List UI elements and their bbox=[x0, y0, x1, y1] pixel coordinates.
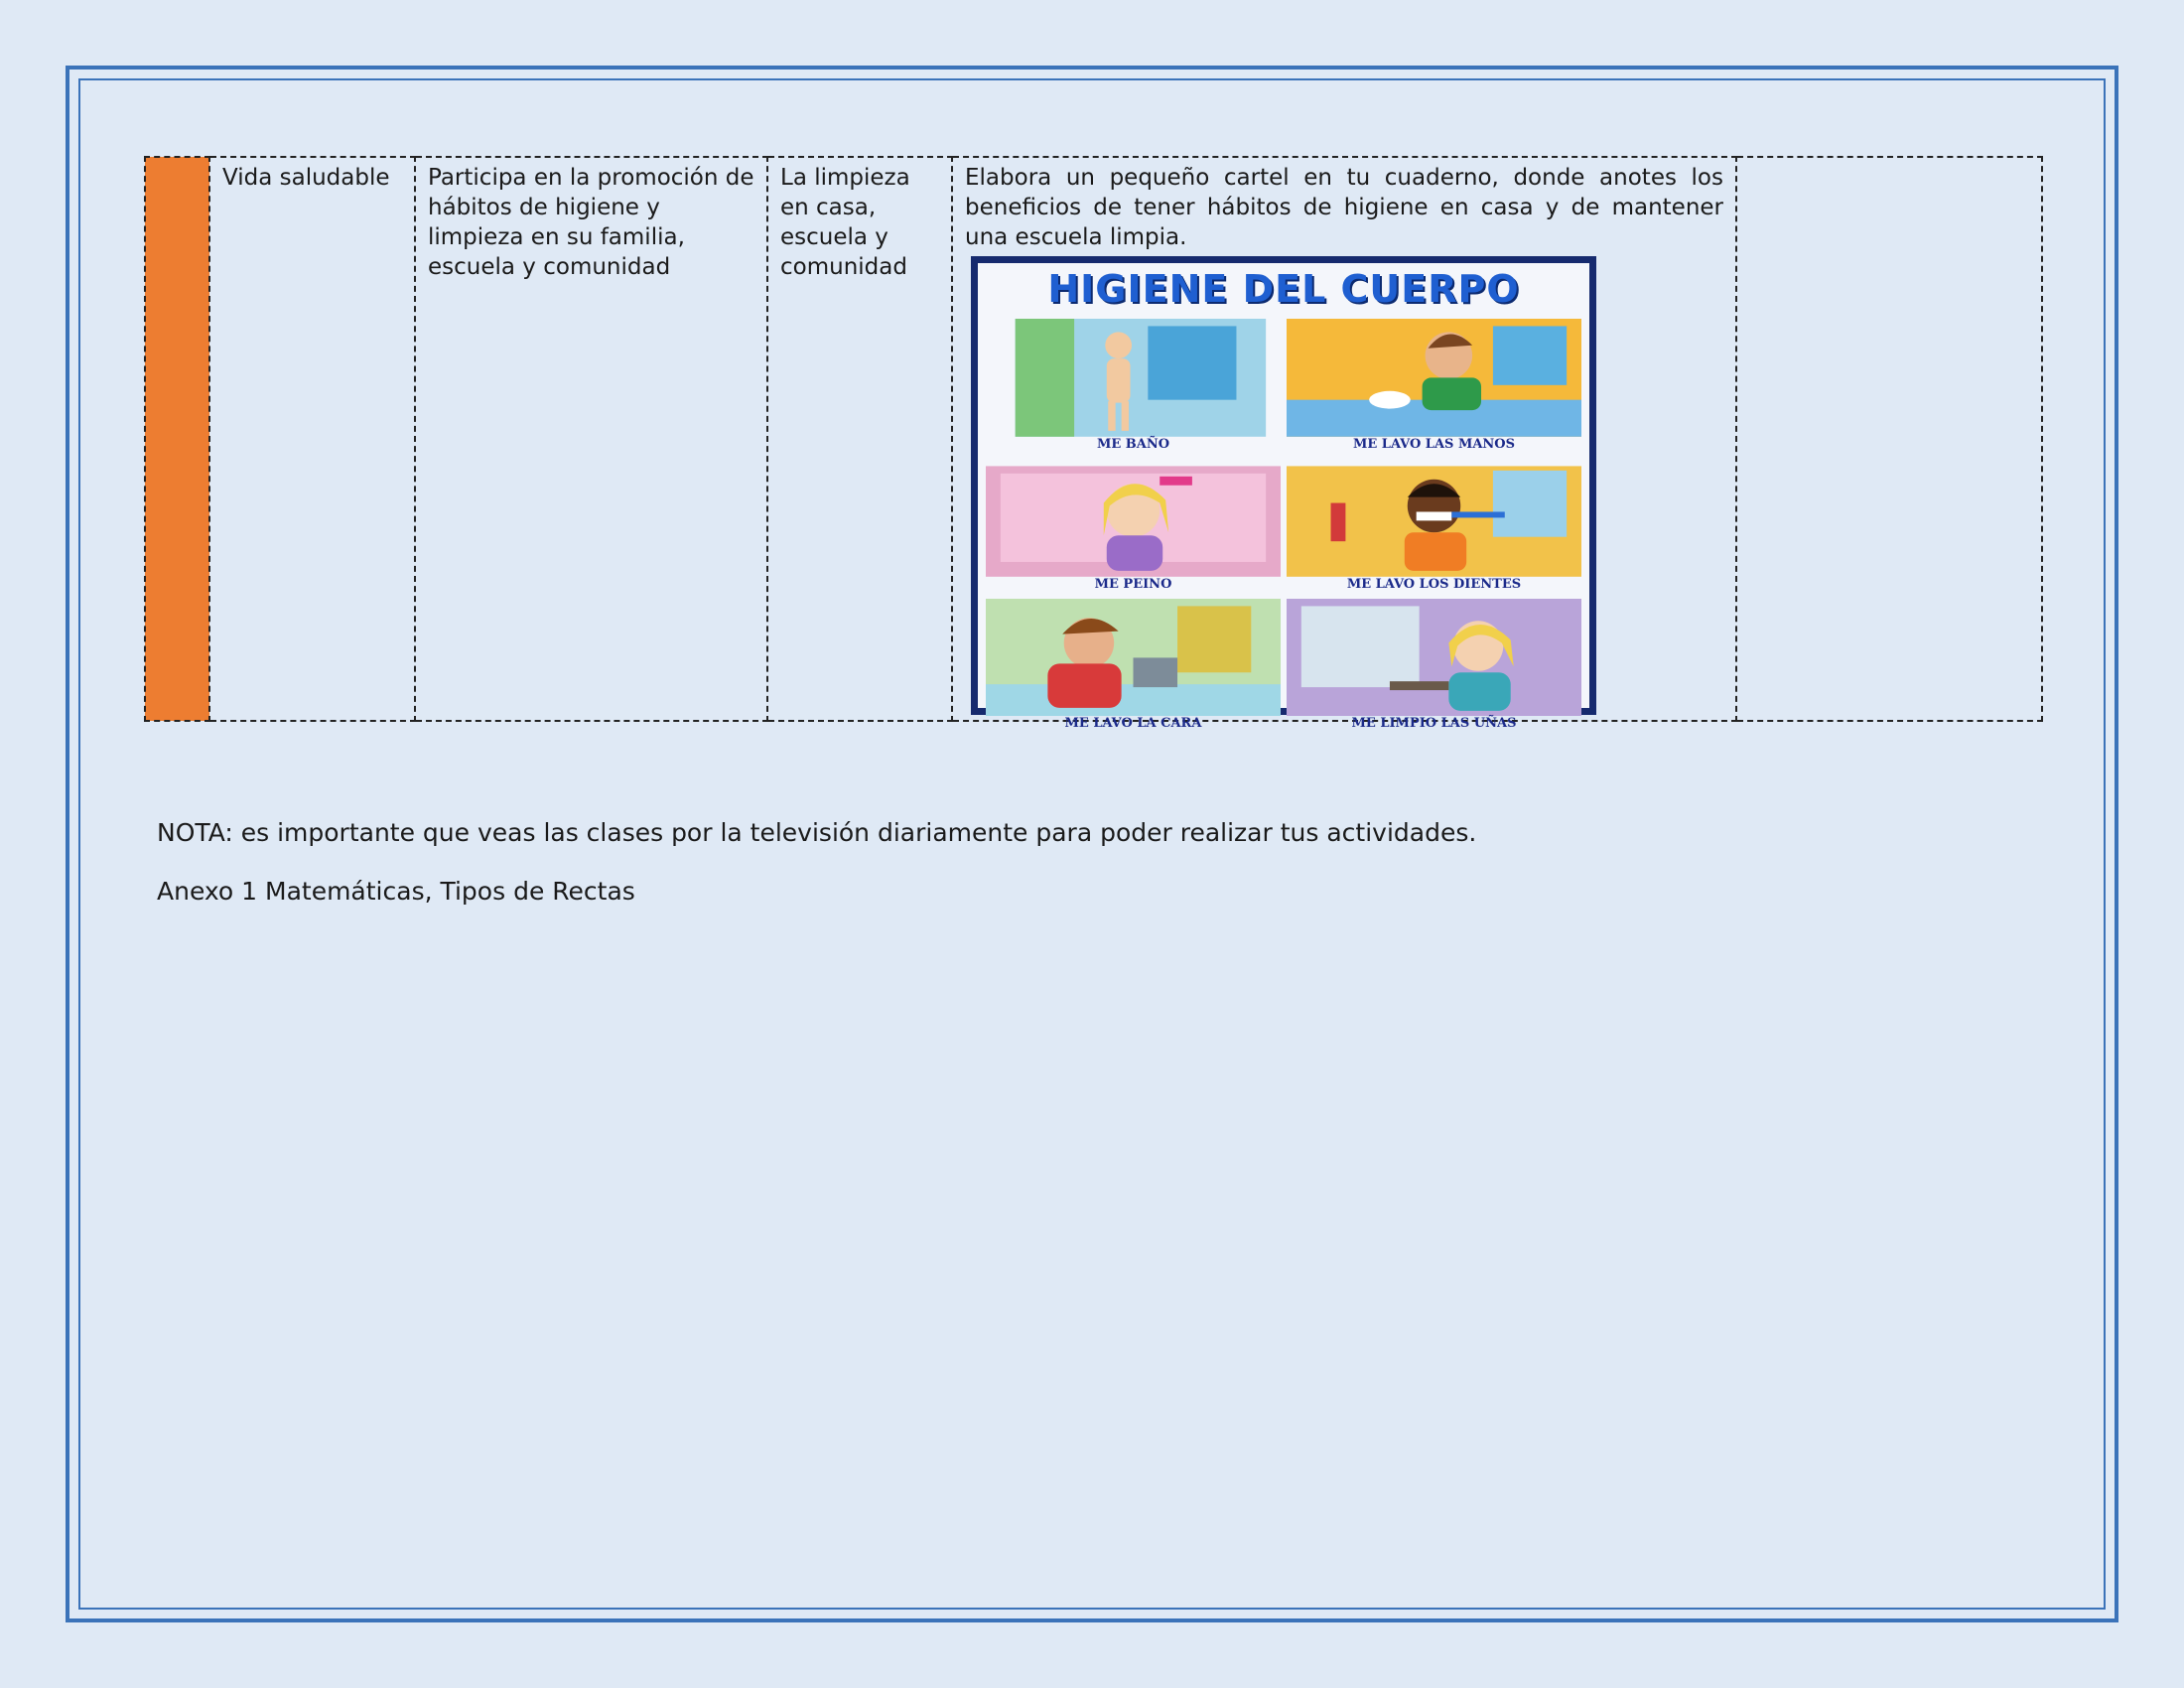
content-cell: La limpieza en casa, escuela y comunidad bbox=[767, 157, 952, 721]
caption-hair: ME PEINO bbox=[1094, 576, 1172, 592]
facewash-illustration bbox=[986, 599, 1281, 717]
caption-face: ME LAVO LA CARA bbox=[1064, 716, 1202, 732]
poster-title: HIGIENE DEL CUERPO bbox=[1047, 267, 1520, 311]
toothbrush-illustration bbox=[1287, 459, 1581, 577]
subject-color-bar bbox=[145, 157, 209, 721]
poster-panel-hands bbox=[1287, 319, 1581, 453]
annex-text: Anexo 1 Matemáticas, Tipos de Rectas bbox=[157, 877, 635, 906]
activity-text: Elabora un pequeño cartel en tu cuaderno, donde anotes los beneficios de tener hábitos de higiene en casa y de mantener una escuela limpia. bbox=[965, 165, 1723, 250]
caption-nails: ME LIMPIO LAS UÑAS bbox=[1351, 716, 1517, 732]
caption-hands: ME LAVO LAS MANOS bbox=[1352, 436, 1516, 452]
poster-panel-teeth bbox=[1287, 459, 1581, 593]
poster-panel-nails bbox=[1287, 599, 1581, 733]
caption-teeth: ME LAVO LOS DIENTES bbox=[1346, 576, 1522, 592]
table-row bbox=[145, 157, 2042, 721]
hygiene-poster bbox=[971, 256, 1596, 732]
topic-cell: Vida saludable bbox=[209, 157, 415, 721]
nailclean-illustration bbox=[1287, 599, 1581, 717]
combing-illustration bbox=[986, 459, 1281, 577]
handwash-illustration bbox=[1287, 319, 1581, 437]
caption-bath: ME BAÑO bbox=[1096, 436, 1170, 452]
empty-cell bbox=[1736, 157, 2042, 721]
poster-panel-face bbox=[986, 599, 1281, 733]
activity-cell bbox=[952, 157, 1736, 732]
shower-illustration bbox=[986, 319, 1281, 437]
poster-panel-bath bbox=[986, 319, 1281, 453]
lesson-table bbox=[144, 156, 2043, 732]
learning-cell: Participa en la promoción de hábitos de higiene y limpieza en su familia, escuela y comunidad bbox=[415, 157, 767, 721]
note-text: NOTA: es importante que veas las clases por la televisión diariamente para poder realizar tus actividades. bbox=[157, 818, 1477, 847]
poster-panel-hair bbox=[986, 459, 1281, 593]
